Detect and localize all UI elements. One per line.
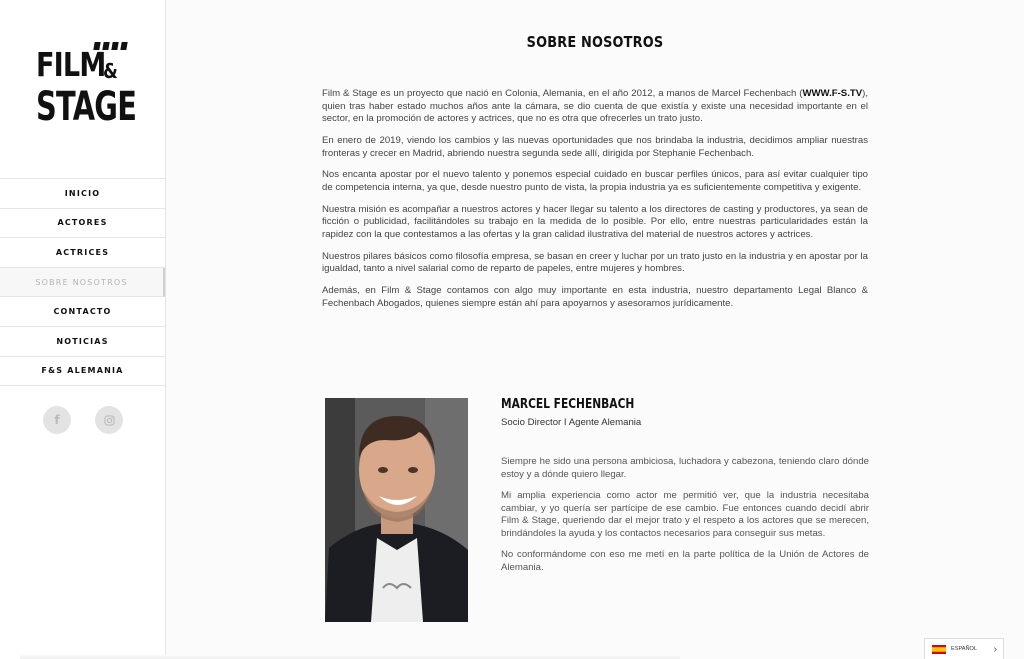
intro-paragraph [322,88,868,126]
bio-paragraph: No conformándome con eso me metí en la parte política de la Unión de Actores de Alemania. [501,549,869,573]
intro-paragraph: En enero de 2019, viendo los cambios y las nuevas oportunidades que nos brindaba la industria, decidimos ampliar nuestras fronteras y crecer en Madrid, abriendo nuestra segunda sede allí, dirigida por Stephanie Fechenbach. [322,134,868,159]
nav-item-actores[interactable]: ACTORES [0,209,165,239]
instagram-icon [104,415,115,426]
nav-item-noticias[interactable]: NOTICIAS [0,327,165,357]
nav-item-inicio[interactable]: INICIO [0,179,165,209]
intro-p1-text-end: ), quien tras haber estado muchos años ante la cámara, se dio cuenta de que existía y existe una necesidad importante en el sector, en la promoción de actores y actrices, que no es otra que ofrecerles un trato justo. [322,88,868,125]
language-label: ESPAÑOL [951,646,978,652]
page-title: SOBRE NOSOTROS [526,33,664,51]
intro-paragraph: Nuestros pilares básicos como filosofía empresa, se basan en creer y luchar por un trato justo en la industria y en apostar por la igualdad, tanto a nivel salarial como de reparto de papeles, entre mujeres y hombres. [322,250,868,275]
main-nav [0,178,165,386]
intro-paragraph: Nos encanta apostar por el nuevo talento y ponemos especial cuidado en buscar perfiles únicos, para así evitar cualquier tipo de competencia interna, ya que, desde nuestro punto de vista, la propia industria ya es suficientemente competitiva y exigente. [322,169,868,193]
intro-paragraph: Además, en Film & Stage contamos con algo muy importante en esta industria, nuestro departamento Legal Blanco & Fechenbach Abogados, quienes siempre están ahí para apoyarnos y asesorarnos jurídicamente. [322,285,868,309]
facebook-icon: f [54,413,60,427]
instagram-link[interactable] [95,406,123,434]
logo-line-film: FILM [36,45,106,84]
logo-line-stage: STAGE [36,84,137,130]
language-switcher[interactable] [924,638,1004,659]
spain-flag-icon [932,645,946,654]
nav-item-sobre-nosotros[interactable]: SOBRE NOSOTROS [0,268,165,298]
footer-edge [20,655,680,659]
nav-item-fs-alemania[interactable]: F&S ALEMANIA [0,357,165,387]
profile-bio [501,456,869,583]
bio-paragraph: Siempre he sido una persona ambiciosa, luchadora y cabezona, teniendo claro dónde estoy y a dónde quiero llegar. [501,456,869,480]
bio-paragraph: Mi amplia experiencia como actor me permitió ver, que la industria necesitaba cambiar, y yo quería ser partícipe de ese cambio. Fue entonces cuando decidí abrir Film & Stage, queriendo dar el mejor trato y el respeto a los actores que se merecen, brindándoles la ayuda y los contactos necesarios para conseguir sus metas. [501,490,869,539]
social-links [0,406,166,434]
profile-role: Socio Director I Agente Alemania [501,417,642,428]
facebook-link[interactable] [43,406,71,434]
chevron-right-icon: › [993,643,997,655]
intro-p1-text: Film & Stage es un proyecto que nació en Colonia, Alemania, en el año 2012, a manos de Marcel Fechenbach ( [322,88,803,99]
nav-item-actrices[interactable]: ACTRICES [0,238,165,268]
sidebar [0,0,166,659]
website-link[interactable]: WWW.F-S.TV [802,88,863,99]
profile-photo [325,398,468,622]
main-content [166,0,1024,659]
nav-item-contacto[interactable]: CONTACTO [0,297,165,327]
profile-name: MARCEL FECHENBACH [501,397,635,412]
film-stage-logo[interactable] [36,42,137,130]
logo-ampersand: & [103,59,117,83]
intro-paragraph: Nuestra misión es acompañar a nuestros actores y hacer llegar su talento a los directores de casting y productores, ya sean de ficción o publicidad, facilitándoles su trabajo en la medida de lo posible. Por ello, entre nuestras particularidades están la rapidez con la que contestamos a las ofertas y la gran calidad ilustrativa del material de nuestros actores y actrices. [322,203,868,240]
intro-text [322,88,868,319]
